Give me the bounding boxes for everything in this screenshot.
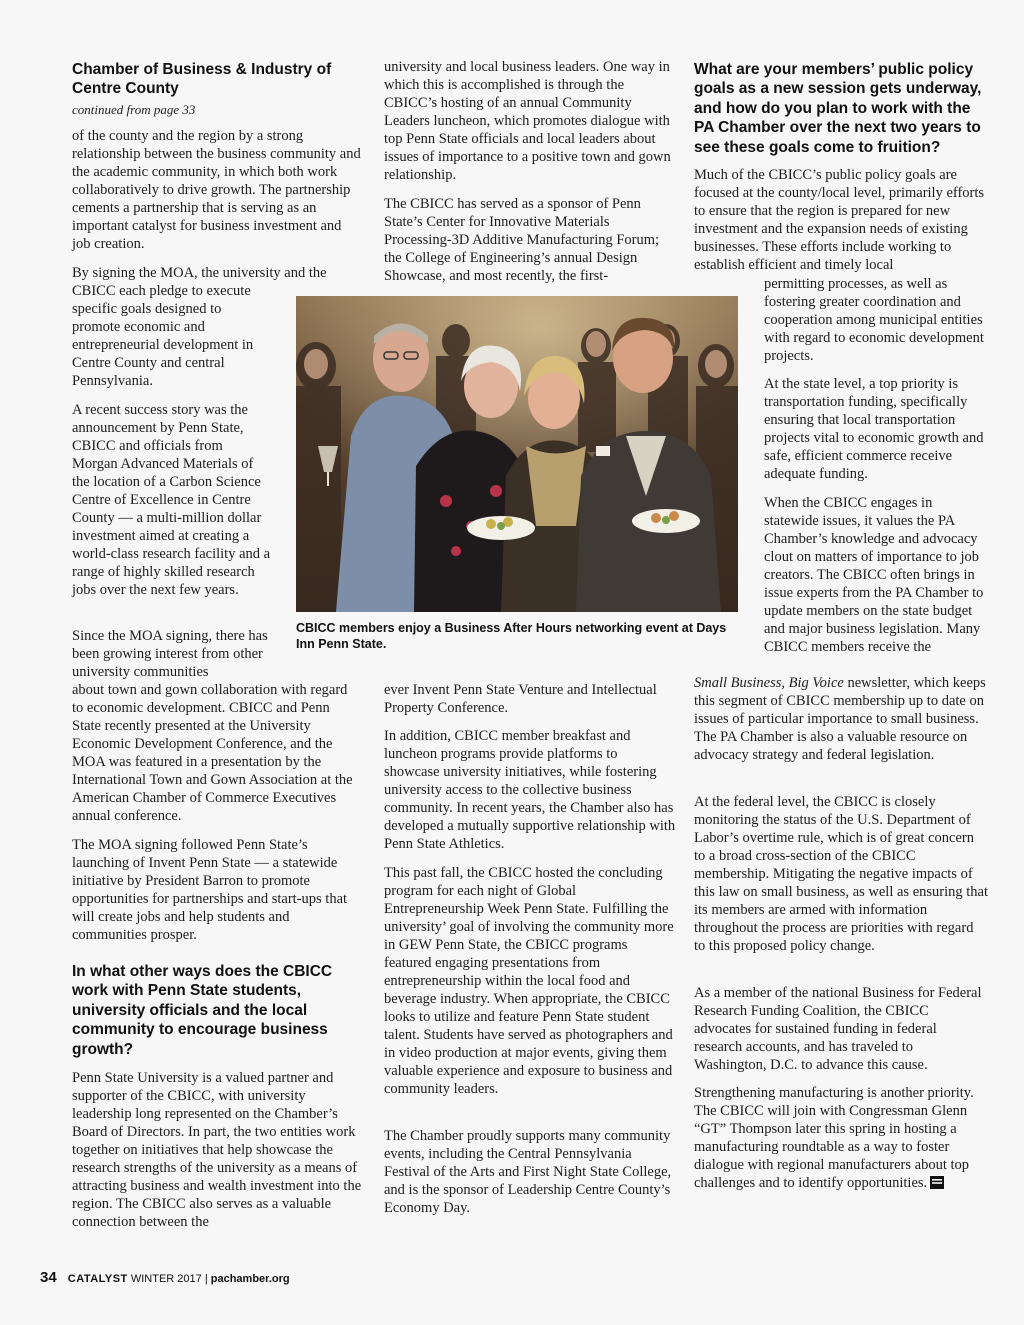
col1-paragraph-2-wrap: CBICC each pledge to execute specific goals designed to promote economic and entrepreneurial development in Centre County and central Pennsylvania. (72, 283, 254, 389)
col3-paragraph-2: At the state level, a top priority is transportation funding, specifically ensuring that local transportation projects vital to economic growth and safe, efficient commerce receive adequate funding. (764, 376, 984, 482)
col1-paragraph-6: Penn State University is a valued partner and supporter of the CBICC, with university leadership long represented on the Chamber’s Board of Directors. In part, the two entities work together on initiatives that help showcase the research strengths of the university as a means of attracting business and wealth investment into the region. The CBICC also serves as a valuable connection between the (72, 1070, 362, 1230)
col3-paragraph-3-wrap: When the CBICC engages in statewide issues, it values the PA Chamber’s knowledge and advocacy clout on matters of importance to job creators. The CBICC often brings in issue experts from the PA Chamber to update members on the state budget and major business legislation. Many CBICC members receive the (764, 495, 984, 655)
col2-paragraph-4: In addition, CBICC member breakfast and luncheon programs provide platforms to showcase university initiatives, while fostering university access to the collective business community. In recent years, the Chamber also has developed a mutually supportive relationship with Penn State Athletics. (384, 728, 676, 852)
col3-paragraph-1-wrap: permitting processes, as well as fostering greater coordination and cooperation among municipal entities with regard to economic development projects. (764, 276, 984, 364)
issue-label: WINTER 2017 (130, 1273, 202, 1285)
col1-paragraph-4-wrap: Since the MOA signing, there has been growing interest from other university communities (72, 628, 268, 680)
page-number: 34 (40, 1269, 57, 1286)
col1-paragraph-1: of the county and the region by a strong relationship between the business community and the academic community, in which both work collaboratively to drive growth. The partnership cements a partnership that is serving as an important catalyst for business investment and job creation. (72, 128, 361, 252)
col2-paragraph-6: The Chamber proudly supports many community events, including the Central Pennsylvania Festival of the Arts and First Night State College, and is the sponsor of Leadership Centre County’s Economy Day. (384, 1128, 672, 1216)
footer-separator: | (204, 1273, 208, 1285)
question-heading-2: What are your members’ public policy goals as a new session gets underway, and how do you plan to work with the PA Chamber over the next two years to see these goals come to fruition? (694, 61, 982, 156)
col2-paragraph-5: This past fall, the CBICC hosted the concluding program for each night of Global Entrepreneurship Week Penn State. Fulfilling the university’ goal of involving the community more in GEW Penn State, the CBICC programs featured engaging presentations from entrepreneurship within the local food and beverage industry. When appropriate, the CBICC looks to utilize and feature Penn State student talent. Students have served as photographers and in video production at major events, giving them valuable experience and exposure to business and community leaders. (384, 865, 674, 1097)
newsletter-title: Small Business, Big Voice (694, 675, 844, 691)
continued-from-note: continued from page 33 (72, 101, 196, 117)
col3-paragraph-5: As a member of the national Business for Federal Research Funding Coalition, the CBICC advocates for sustained funding in federal research accounts, and has traveled to Washington, D.C. to advance this cause. (694, 985, 982, 1073)
col2-paragraph-2: The CBICC has served as a sponsor of Penn State’s Center for Innovative Materials Processing-3D Additive Manufacturing Forum; the College of Engineering’s annual Design Showcase, and most recently, the first- (384, 196, 660, 284)
col2-paragraph-1: university and local business leaders. One way in which this is accomplished is through the CBICC’s hosting of an annual Community Leaders luncheon, which promotes dialogue with top Penn State officials and local leaders about issues of importance to a positive town and gown relationship. (384, 59, 671, 183)
article-heading-block (72, 60, 362, 118)
col3-paragraph-3-tail: newsletter, which keeps this segment of CBICC membership up to date on issues of particular importance to small business. The PA Chamber is also a valuable resource on advocacy strategy and federal legislation. (694, 675, 986, 763)
article-heading: Chamber of Business & Industry of Centre County (72, 61, 332, 98)
col3-paragraph-6 (694, 1084, 988, 1192)
website-url: pachamber.org (210, 1273, 290, 1285)
event-photo (296, 296, 738, 612)
col1-paragraph-3: A recent success story was the announcement by Penn State, CBICC and officials from Morgan Advanced Materials of the location of a Carbon Science Centre of Excellence in Centre County — a multi-million dollar investment aimed at creating a world-class research facility and a range of highly skilled research jobs over the next few years. (72, 402, 271, 598)
col1-paragraph-5: The MOA signing followed Penn State’s launching of Invent Penn State — a statewide initiative by President Barron to promote opportunities for partnerships and start-ups that will create jobs and help students and communities prosper. (72, 837, 348, 943)
end-of-article-icon (930, 1176, 944, 1189)
question-heading-1: In what other ways does the CBICC work with Penn State students, university officials and the local community to encourage business growth? (72, 963, 333, 1058)
col3-paragraph-4: At the federal level, the CBICC is closely monitoring the status of the U.S. Department of Labor’s overtime rule, which is of great concern to a broad cross-section of the CBICC membership. Mitigating the negative impacts of this law on small business, as well as ensuring that its members are armed with information throughout the process are priorities with regard to this proposed policy change. (694, 794, 988, 954)
col1-paragraph-4-rest: about town and gown collaboration with regard to economic development. CBICC and Penn State recently presented at the University Economic Development Conference, and the MOA was featured in a presentation by the International Town and Gown Association at the American Chamber of Commerce Executives annual conference. (72, 682, 353, 824)
col3-paragraph-1-lead: Much of the CBICC’s public policy goals are focused at the county/local level, primarily efforts to ensure that the region is prepared for new investment and the expansion needs of existing businesses. These efforts include working to establish efficient and timely local (694, 167, 985, 273)
page-footer (40, 1270, 290, 1287)
event-photo-illustration (296, 296, 738, 612)
col3-paragraph-3-rest (694, 674, 988, 764)
magazine-name: CATALYST (67, 1273, 128, 1285)
col1-paragraph-2-lead: By signing the MOA, the university and the (72, 265, 327, 281)
photo-caption: CBICC members enjoy a Business After Hours networking event at Days Inn Penn State. (296, 621, 727, 651)
col3-paragraph-6-text: Strengthening manufacturing is another priority. The CBICC will join with Congressman Glenn “GT” Thompson later this spring in hosting a manufacturing roundtable as a way to foster dialogue with regional manufacturers about top challenges and to identify opportunities. (694, 1085, 974, 1191)
col2-paragraph-3: ever Invent Penn State Venture and Intellectual Property Conference. (384, 682, 657, 716)
